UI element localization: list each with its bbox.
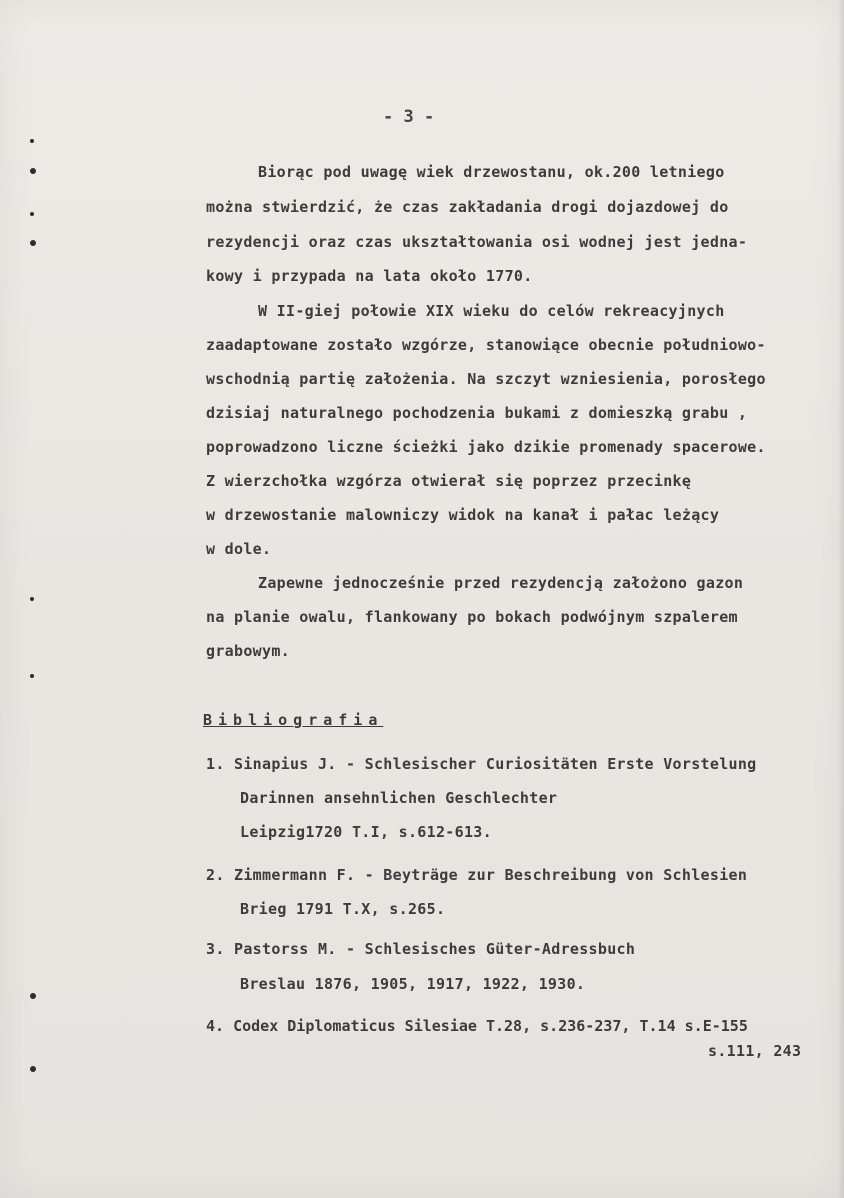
margin-mark <box>30 240 36 246</box>
bibliography-heading: Bibliografia <box>203 711 384 729</box>
bibliography-item-2-line-1: 2. Zimmermann F. - Beyträge zur Beschreibung von Schlesien <box>206 866 748 884</box>
paragraph-2-line-1: W II-giej połowie XIX wieku do celów rekreacyjnych <box>258 302 725 320</box>
paragraph-3-line-3: grabowym. <box>206 642 290 660</box>
paragraph-1-line-3: rezydencji oraz czas ukształtowania osi wodnej jest jedna- <box>206 233 748 251</box>
paragraph-2-line-7: w drzewostanie malowniczy widok na kanał i pałac leżący <box>206 506 720 524</box>
bibliography-item-4-line-2: s.111, 243 <box>708 1042 802 1060</box>
paragraph-2-line-2: zaadaptowane zostało wzgórze, stanowiące obecnie południowo- <box>206 336 766 354</box>
bibliography-item-3-line-2: Breslau 1876, 1905, 1917, 1922, 1930. <box>240 975 586 993</box>
page-edge-shadow <box>838 0 844 1198</box>
page-number: - 3 - <box>383 107 435 127</box>
bibliography-item-1-line-1: 1. Sinapius J. - Schlesischer Curiositäten Erste Vorstelung <box>206 755 757 773</box>
margin-mark <box>30 674 34 678</box>
margin-mark <box>30 1066 36 1072</box>
paragraph-3-line-1: Zapewne jednocześnie przed rezydencją założono gazon <box>258 574 744 592</box>
paragraph-2-line-4: dzisiaj naturalnego pochodzenia bukami z domieszką grabu , <box>206 404 748 422</box>
paragraph-2-line-8: w dole. <box>206 540 272 558</box>
paragraph-2-line-6: Z wierzchołka wzgórza otwierał się poprzez przecinkę <box>206 472 692 490</box>
bibliography-item-2-line-2: Brieg 1791 T.X, s.265. <box>240 900 446 918</box>
paragraph-2-line-3: wschodnią partię założenia. Na szczyt wzniesienia, porosłego <box>206 370 766 388</box>
paragraph-1-line-1: Biorąc pod uwagę wiek drzewostanu, ok.200 letniego <box>258 163 725 181</box>
margin-mark <box>30 597 34 601</box>
margin-mark <box>30 139 34 143</box>
margin-mark <box>30 212 34 216</box>
paragraph-1-line-4: kowy i przypada na lata około 1770. <box>206 267 533 285</box>
paragraph-3-line-2: na planie owalu, flankowany po bokach podwójnym szpalerem <box>206 608 738 626</box>
bibliography-item-3-line-1: 3. Pastorss M. - Schlesisches Güter-Adressbuch <box>206 940 636 958</box>
bibliography-item-4-line-1: 4. Codex Diplomaticus Silesiae T.28, s.236-237, T.14 s.E-155 <box>206 1017 748 1035</box>
bibliography-item-1-line-3: Leipzig1720 T.I, s.612-613. <box>240 823 492 841</box>
paragraph-2-line-5: poprowadzono liczne ścieżki jako dzikie promenady spacerowe. <box>206 438 766 456</box>
margin-mark <box>30 993 36 999</box>
bibliography-item-1-line-2: Darinnen ansehnlichen Geschlechter <box>240 789 558 807</box>
margin-mark <box>30 168 36 174</box>
paragraph-1-line-2: można stwierdzić, że czas zakładania drogi dojazdowej do <box>206 198 729 216</box>
